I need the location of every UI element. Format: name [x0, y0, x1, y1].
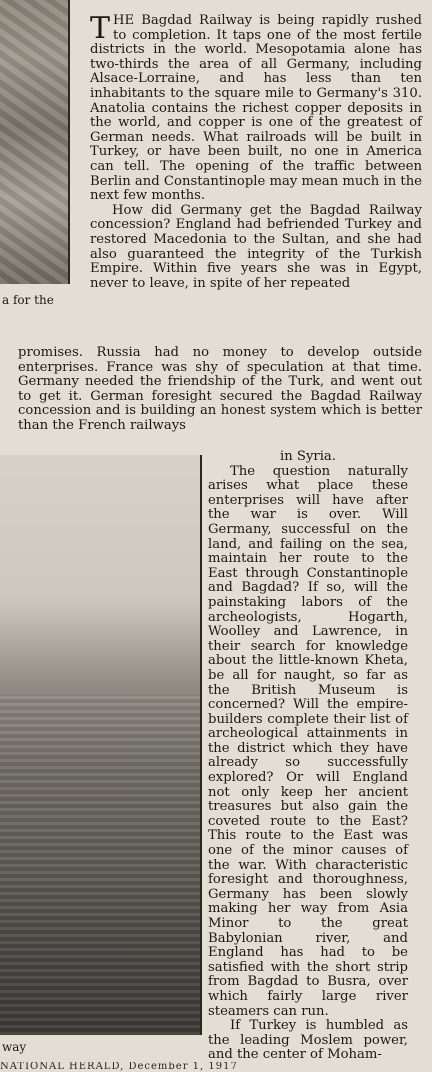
- paragraph-3: The question naturally arises what place these enterprises will have after the war is over. Will Germany, successful on the land, and failing on the sea, maintain her route to the East through Constantinople and Bagdad? If so, will the painstaking labors of the archeologists, Hogarth, Woolley and Lawrence, in their search for knowledge about the little-known Kheta, be all for naught, so far as the British Museum is concerned? Will the empire-builders complete their list of archeological attainments in the district which they have already so successfully explored? Or will England not only keep her ancient treasures but also gain the coveted route to the East? This route to the East was one of the minor causes of the war. With characteristic foresight and thoroughness, Germany has been slowly making her way from Asia Minor to the great Babylonian river, and England has had to be satisfied with the short strip from Bagdad to Busra, over which fairly large river steamers can run.: [208, 463, 408, 1019]
- paragraph-4: If Turkey is humbled as the leading Moslem power, and the center of Moham-: [208, 1018, 408, 1063]
- caption-top: a for the: [2, 293, 54, 307]
- article-column-top: [90, 11, 422, 291]
- paragraph-1: [90, 11, 422, 204]
- paragraph-2-b: promises. Russia had no money to develop outside enterprises. France was shy of speculation at that time. Germany needed the friendship of the Turk, and went out to get it. German foresight secured the Bagdad Railway concession and is building an honest system which is better than the French railways: [18, 345, 422, 433]
- article-column-right: [208, 450, 408, 1063]
- dropcap: T: [90, 11, 111, 46]
- article-column-wide: [18, 346, 422, 434]
- page-footer: NATIONAL HERALD, December 1, 1917: [0, 1062, 238, 1072]
- paragraph-2-a: How did Germany get the Bagdad Railway concession? England had befriended Turkey and restored Macedonia to the Sultan, and she had also guaranteed the integrity of the Turkish Empire. Within five years she was in Egypt, never to leave, in spite of her repeated: [90, 202, 422, 291]
- photo-bottom: [0, 455, 202, 1035]
- caption-bottom: way: [2, 1040, 27, 1054]
- paragraph-1-text: HE Bagdad Railway is being rapidly rushed to completion. It taps one of the most fertile districts in the world. Mesopotamia alone has two-thirds the area of all Germany, including Alsace-Lorraine, and has less than ten inhabitants to the square mile to Germany's 310. Anatolia contains the richest copper deposits in the world, and copper is one of the greatest of German needs. What railroads will be built in Turkey, or have been built, no one in America can tell. The opening of the traffic between Berlin and Constantinople may mean much in the next few months.: [90, 13, 422, 204]
- photo-top: [0, 0, 70, 284]
- paragraph-2-c: in Syria.: [280, 449, 336, 464]
